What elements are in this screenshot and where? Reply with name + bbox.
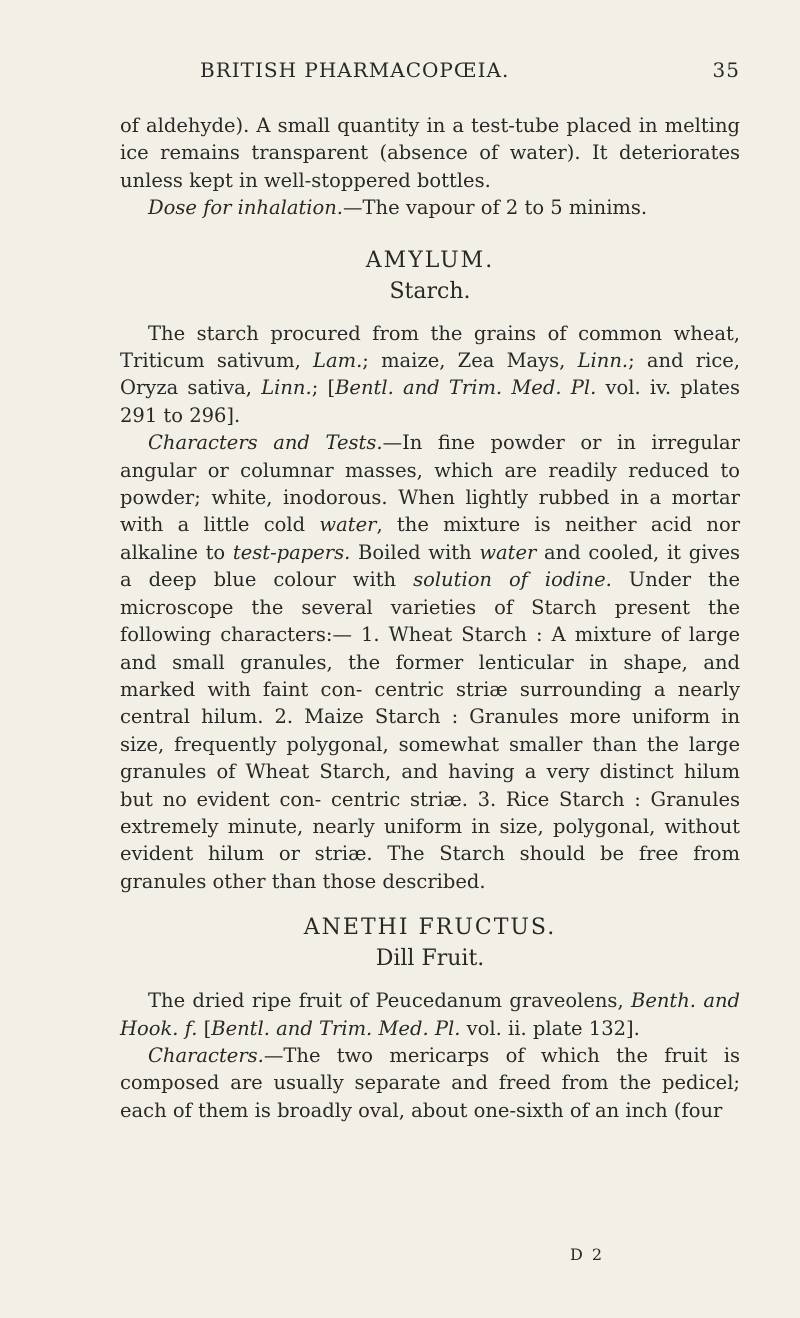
text-run: ; maize, Zea Mays,	[362, 349, 578, 373]
page-body	[120, 112, 740, 1124]
text-run: , the mixture is neither acid nor alkaline to	[120, 513, 741, 564]
dose-label: Dose for inhalation.	[148, 196, 344, 220]
anethi-characters-paragraph	[120, 1042, 740, 1124]
page-number: 35	[712, 58, 740, 82]
amylum-source-paragraph	[120, 320, 740, 430]
text-run: vol. iv. plates 291 to 296].	[120, 376, 740, 427]
intro-paragraph: of aldehyde). A small quantity in a test-tube placed in melting ice remains transparent (absence of water). It deteriorates unless kept in well-stoppered bottles.	[120, 114, 740, 192]
anethi-source-paragraph	[120, 987, 740, 1042]
amylum-heading: AMYLUM.	[365, 247, 495, 273]
amylum-characters-paragraph	[120, 429, 740, 895]
author-abbrev: Linn.	[261, 376, 312, 400]
reagent-term: solution of iodine.	[413, 568, 612, 592]
text-run: Under the microscope the several varieties of Starch present the following characters:— 1. Wheat Starch : A mixture of large and small granules, the former lenticular in shape, and marked with faint con- centric striæ surrounding a nearly central hilum. 2. Maize Starch : Granules more uniform in size, frequently polygonal, somewhat smaller than the large granules of Wheat Starch, and having a very distinct hilum but no evident con- centric striæ. 3. Rice Starch : Granules extremely minute, nearly uniform in size, polygonal, without evident hilum or striæ. The Starch should be free from granules other than those described.	[120, 568, 741, 893]
running-title: BRITISH PHARMACOPŒIA.	[200, 58, 510, 82]
reagent-term: test-papers.	[232, 540, 351, 564]
characters-label: Characters and Tests.	[148, 431, 383, 455]
text-run: ; [	[311, 376, 336, 400]
text-run: Boiled with	[350, 540, 480, 564]
text-run: [	[197, 1016, 212, 1040]
reference-title: Bentl. and Trim. Med. Pl.	[211, 1016, 461, 1040]
reagent-term: water	[319, 513, 377, 537]
text-run: and cooled, it gives a deep blue colour with	[120, 540, 740, 592]
author-abbrev: Linn.	[577, 349, 629, 373]
signature-mark: D 2	[570, 1245, 605, 1264]
anethi-heading: ANETHI FRUCTUS.	[303, 915, 557, 941]
running-header	[120, 58, 740, 90]
text-run: The dried ripe fruit of Peucedanum graveolens,	[148, 989, 631, 1013]
text-run: ; and rice, Oryza sativa,	[120, 349, 741, 400]
reagent-term: water	[479, 540, 537, 564]
dose-paragraph	[120, 194, 740, 221]
anethi-subheading: Dill Fruit.	[375, 946, 485, 972]
text-run: —In fine powder or in irregular angular or columnar masses, which are readily reduced to powder; white, inodorous. When lightly rubbed in a mortar with a little cold	[120, 431, 741, 537]
author-abbrev: Lam.	[313, 349, 363, 373]
dose-text: —The vapour of 2 to 5 minims.	[343, 196, 648, 220]
text-run: —The two mericarps of which the fruit is composed are usually separate and freed from the pedicel; each of them is broadly oval, about one-sixth of an inch (four	[120, 1043, 740, 1122]
author-abbrev: Benth. and Hook. f.	[120, 989, 741, 1040]
characters-label: Characters.	[148, 1043, 264, 1067]
amylum-subheading: Starch.	[389, 278, 471, 304]
text-run: The starch procured from the grains of common wheat, Triticum sativum,	[120, 321, 740, 373]
text-run: vol. ii. plate 132].	[460, 1016, 640, 1040]
reference-title: Bentl. and Trim. Med. Pl.	[335, 376, 597, 400]
